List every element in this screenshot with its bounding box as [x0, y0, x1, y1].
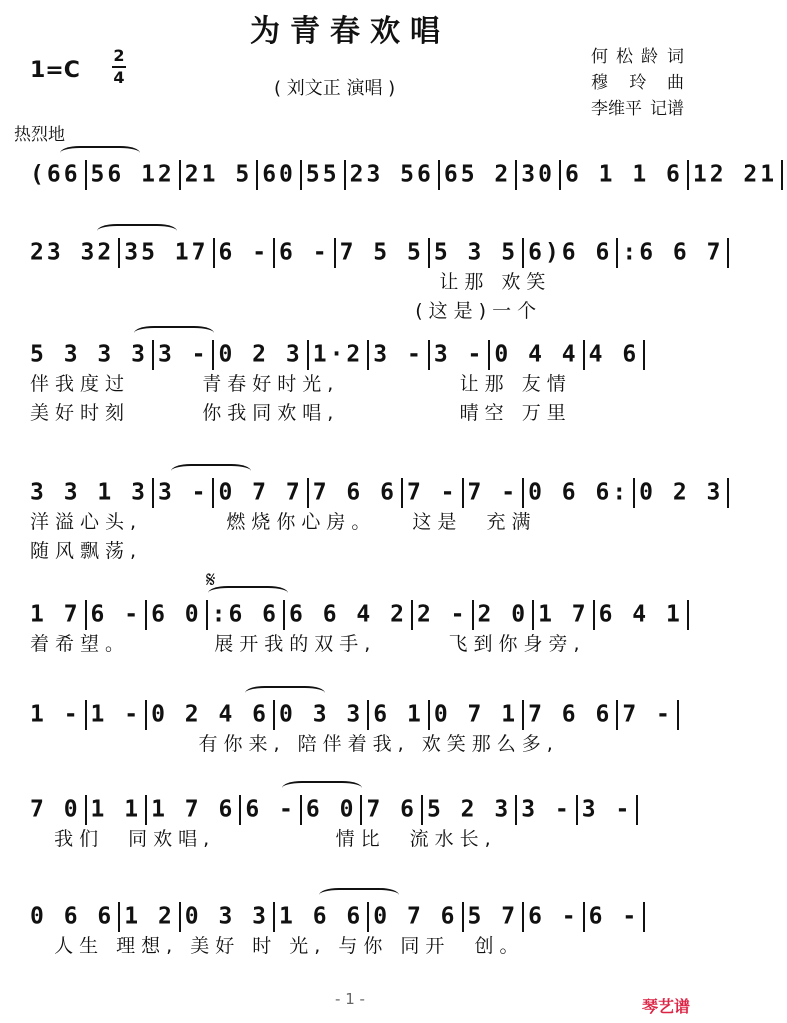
measure: 0 6 6: [30, 903, 115, 930]
measure: 35 17: [124, 239, 209, 266]
lyricist-name: 何松龄: [591, 47, 666, 67]
measure: 3 -: [433, 341, 485, 368]
score-system: [30, 902, 690, 961]
bar-line: [522, 238, 524, 268]
bar-line: [212, 340, 214, 370]
bar-line: [179, 160, 181, 190]
measure: 3 -: [373, 341, 424, 368]
measure: 60: [262, 161, 296, 188]
measure: 6)6 6: [528, 239, 613, 266]
bar-line: [118, 902, 120, 932]
measure: 2 0: [477, 601, 529, 628]
measure: 6 1 1 6: [564, 161, 683, 188]
transcriber-role: 记谱: [650, 99, 684, 119]
measure: 1·2: [312, 341, 364, 368]
bar-line: [401, 478, 403, 508]
measure: 0 2 4 6: [151, 701, 270, 728]
measure: 3 3 1 3: [30, 479, 148, 506]
measure: 7 6: [366, 796, 417, 823]
lyric-line: 随风飘荡,: [30, 540, 143, 562]
composer-role: 曲: [667, 73, 684, 93]
bar-line: [367, 340, 369, 370]
measure: 7 -: [406, 479, 458, 506]
slur-arc: [319, 888, 399, 902]
bar-line: [781, 160, 783, 190]
slur-arc: [134, 326, 214, 340]
page-number: - 1 -: [335, 990, 365, 1008]
slur-arc: [171, 464, 251, 478]
measure: 1 7 6: [151, 796, 236, 823]
measure: 65 2: [443, 161, 512, 188]
measure: 1 7: [30, 601, 81, 628]
bar-line: [472, 600, 474, 630]
score-system: [30, 795, 690, 854]
bar-line: [213, 238, 215, 268]
bar-line: [85, 700, 87, 730]
bar-line: [179, 902, 181, 932]
bar-line: [273, 238, 275, 268]
lyric-line: 有你来, 陪伴着我, 欢笑那么多,: [30, 733, 559, 755]
measure: 7 6 6: [312, 479, 397, 506]
measure: 6 -: [528, 903, 579, 930]
slur-arc: [97, 224, 177, 238]
bar-line: [636, 795, 638, 825]
bar-line: [687, 600, 689, 630]
bar-line: [515, 160, 517, 190]
measure: 5 2 3: [426, 796, 512, 823]
notation-line: [30, 902, 690, 932]
measure: 1 -: [90, 701, 142, 728]
tempo-marking: 热烈地: [14, 125, 65, 145]
measure: 0 6 6:: [528, 479, 630, 506]
measure: :6 6: [211, 601, 280, 628]
measure: 2 -: [416, 601, 468, 628]
bar-line: [411, 600, 413, 630]
score-system: [30, 600, 690, 659]
performer: ( 刘文正 演唱 ): [274, 78, 396, 99]
bar-line: [145, 795, 147, 825]
lyric-line: (这是)一个: [30, 300, 543, 322]
composer-name: 穆 玲: [591, 73, 655, 93]
bar-line: [307, 340, 309, 370]
measure: 6 0: [305, 796, 357, 823]
score-system: [30, 478, 724, 566]
measure: 6 -: [90, 601, 142, 628]
lyric-line: 美好时刻 你我同欢唱, 晴空 万里: [30, 402, 572, 424]
bar-line: [522, 902, 524, 932]
bar-line: [727, 238, 729, 268]
notation-line: [30, 238, 724, 268]
bar-line: [428, 340, 430, 370]
bar-line: [367, 700, 369, 730]
time-top: 2: [113, 46, 125, 65]
measure: 0 3 3: [279, 701, 364, 728]
notation-line: [30, 600, 690, 630]
score-system: [30, 160, 778, 190]
bar-line: [283, 600, 285, 630]
measure: 6 4 1: [598, 601, 683, 628]
lyric-line: 人生 理想, 美好 时 光, 与你 同开 创。: [30, 935, 525, 957]
bar-line: [152, 340, 154, 370]
credits: [591, 44, 684, 122]
credit-composer: [591, 70, 684, 96]
bar-line: [462, 902, 464, 932]
measure: 6 -: [245, 796, 296, 823]
bar-line: [643, 340, 645, 370]
bar-line: [633, 478, 635, 508]
measure: 0 4 4: [494, 341, 579, 368]
transcriber-name: 李维平: [591, 99, 642, 119]
bar-line: [256, 160, 258, 190]
measure: 12 21: [692, 161, 778, 188]
bar-line: [145, 600, 147, 630]
measure: 5 7: [467, 903, 519, 930]
measure: 30: [521, 161, 555, 188]
measure: 1 6 6: [279, 903, 364, 930]
bar-line: [583, 902, 585, 932]
score-system: [30, 700, 690, 759]
notation-line: [30, 160, 778, 190]
measure: 55: [305, 161, 340, 188]
measure: 5 3 3 3: [30, 341, 148, 368]
bar-line: [360, 795, 362, 825]
bar-line: [522, 700, 524, 730]
measure: 0 2 3: [639, 479, 724, 506]
bar-line: [559, 160, 561, 190]
bar-line: [273, 700, 275, 730]
page-title: 为青春欢唱: [250, 14, 450, 49]
bar-line: [438, 160, 440, 190]
bar-line: [576, 795, 578, 825]
bar-line: [118, 238, 120, 268]
measure: 5 3 5: [433, 239, 519, 266]
bar-line: [85, 160, 87, 190]
bar-line: [85, 600, 87, 630]
notation-line: [30, 700, 690, 730]
measure: 7 -: [622, 701, 673, 728]
score-system: [30, 340, 690, 428]
lyric-line: 伴我度过 青春好时光, 让那 友情: [30, 373, 572, 395]
measure: 7 5 5: [339, 239, 424, 266]
bar-line: [583, 340, 585, 370]
bar-line: [367, 902, 369, 932]
bar-line: [145, 700, 147, 730]
measure: 6 -: [279, 239, 330, 266]
score-system: [30, 238, 724, 326]
measure: 7 6 6: [528, 701, 613, 728]
time-signature: [112, 47, 126, 87]
bar-line: [307, 478, 309, 508]
lyric-line: 着希望。 展开我的双手, 飞到你身旁,: [30, 633, 586, 655]
measure: 0 7 1: [433, 701, 519, 728]
bar-line: [643, 902, 645, 932]
segno-icon: 𝄋: [206, 568, 216, 593]
key-signature: 1=C: [30, 58, 80, 83]
measure: 56 12: [90, 161, 175, 188]
bar-line: [616, 700, 618, 730]
bar-line: [532, 600, 534, 630]
bar-line: [593, 600, 595, 630]
bar-line: [515, 795, 517, 825]
bar-line: [428, 238, 430, 268]
measure: 1 7: [538, 601, 589, 628]
bar-line: [344, 160, 346, 190]
bar-line: [334, 238, 336, 268]
notation-line: [30, 478, 724, 508]
bar-line: [421, 795, 423, 825]
measure: 23 56: [349, 161, 434, 188]
bar-line: [152, 478, 154, 508]
slur-arc: [245, 686, 325, 700]
bar-line: [677, 700, 679, 730]
bar-line: [300, 160, 302, 190]
bar-line: [488, 340, 490, 370]
measure: 3 -: [157, 479, 209, 506]
lyric-line: 让那 欢笑: [30, 271, 552, 293]
measure: 23 32: [30, 239, 115, 266]
slur-arc: [282, 781, 362, 795]
measure: 3 -: [521, 796, 572, 823]
credit-transcriber: [591, 96, 684, 122]
measure: 4 6: [588, 341, 640, 368]
measure: 21 5: [184, 161, 253, 188]
measure: 7 -: [467, 479, 519, 506]
bar-line: [212, 478, 214, 508]
measure: 1 2: [124, 903, 175, 930]
measure: 3 -: [157, 341, 209, 368]
measure: 1 1: [90, 796, 142, 823]
bar-line: [522, 478, 524, 508]
lyricist-role: 词: [667, 47, 684, 67]
lyric-line: 洋溢心头, 燃烧你心房。 这是 充满: [30, 511, 537, 533]
bar-line: [616, 238, 618, 268]
bar-line: [239, 795, 241, 825]
bar-line: [727, 478, 729, 508]
measure: 6 -: [218, 239, 270, 266]
measure: 6 0: [151, 601, 202, 628]
measure: 0 3 3: [184, 903, 270, 930]
lyric-line: 我们 同欢唱, 情比 流水长,: [30, 828, 497, 850]
measure: 0 7 7: [218, 479, 303, 506]
bar-line: [273, 902, 275, 932]
watermark: 琴艺谱: [641, 997, 690, 1016]
measure: (66: [30, 161, 81, 188]
notation-line: [30, 340, 690, 370]
measure: 3 -: [581, 796, 633, 823]
bar-line: [462, 478, 464, 508]
slur-arc: [208, 586, 288, 600]
bar-line: [687, 160, 689, 190]
slur-arc: [60, 146, 140, 160]
measure: 6 -: [588, 903, 640, 930]
measure: 6 1: [373, 701, 424, 728]
measure: 0 7 6: [373, 903, 458, 930]
measure: 1 -: [30, 701, 81, 728]
bar-line: [85, 795, 87, 825]
bar-line: [428, 700, 430, 730]
bar-line: [206, 600, 208, 630]
bar-line: [300, 795, 302, 825]
time-bottom: 4: [113, 68, 125, 87]
measure: 7 0: [30, 796, 81, 823]
notation-line: [30, 795, 690, 825]
measure: :6 6 7: [622, 239, 724, 266]
measure: 0 2 3: [218, 341, 303, 368]
credit-lyricist: [591, 44, 684, 70]
measure: 6 6 4 2: [289, 601, 407, 628]
